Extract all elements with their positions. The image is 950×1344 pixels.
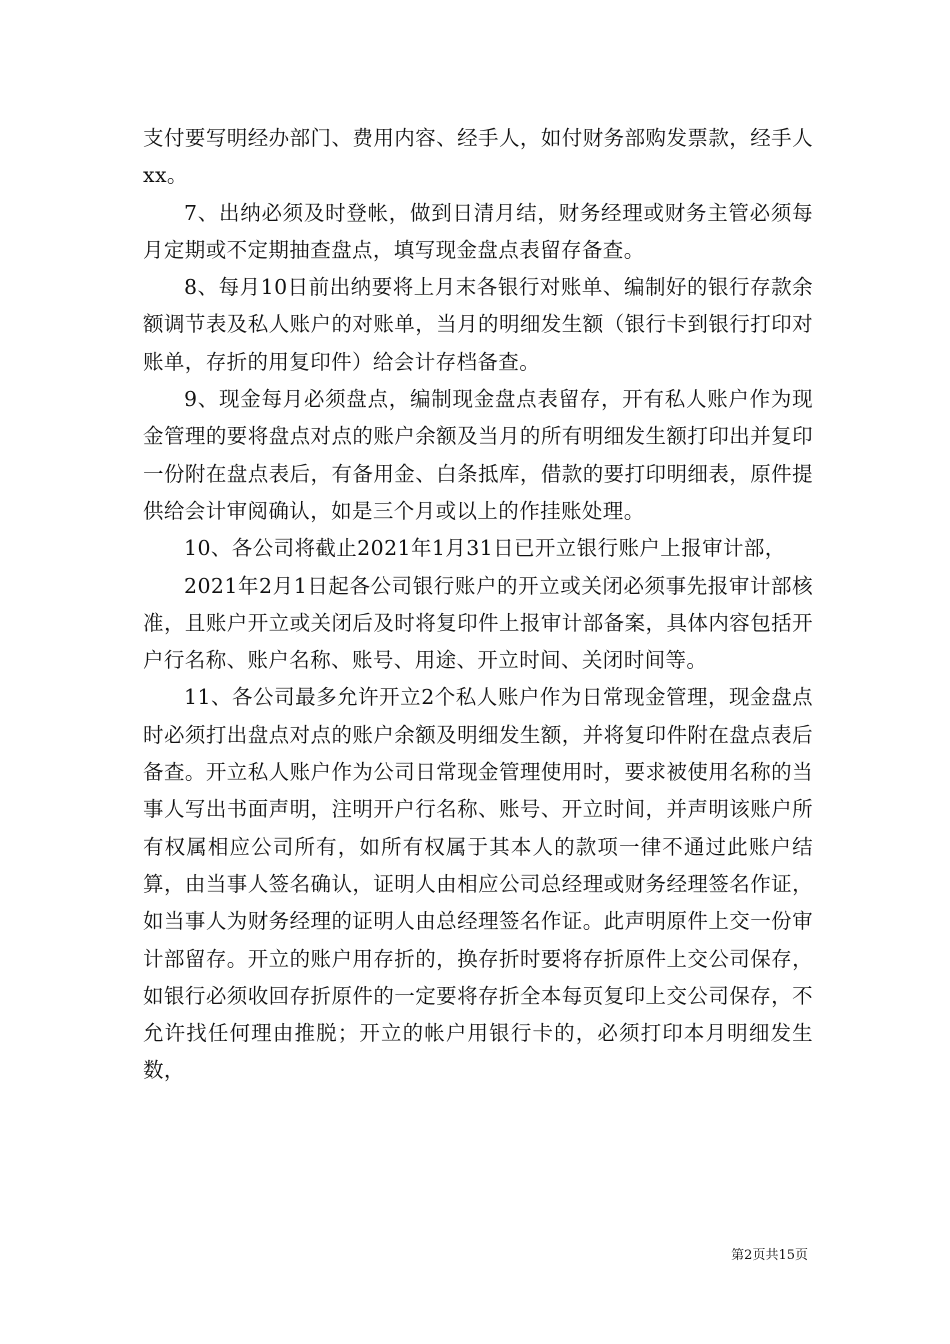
document-body <box>143 120 813 1090</box>
paragraph-item-11: 11、各公司最多允许开立2个私人账户作为日常现金管理，现金盘点时必须打出盘点对点的账户余额及明细发生额，并将复印件附在盘点表后备查。开立私人账户作为公司日常现金管理使用时，要求被使用名称的当事人写出书面声明，注明开户行名称、账号、开立时间，并声明该账户所有权属相应公司所有，如所有权属于其本人的款项一律不通过此账户结算，由当事人签名确认，证明人由相应公司总经理或财务经理签名作证，如当事人为财务经理的证明人由总经理签名作证。此声明原件上交一份审计部留存。开立的账户用存折的，换存折时要将存折原件上交公司保存，如银行必须收回存折原件的一定要将存折全本每页复印上交公司保存，不允许找任何理由推脱；开立的帐户用银行卡的，必须打印本月明细发生数， <box>143 685 813 1083</box>
paragraph-item-8: 8、每月10日前出纳要将上月末各银行对账单、编制好的银行存款余额调节表及私人账户的对账单，当月的明细发生额（银行卡到银行打印对账单，存折的用复印件）给会计存档备查。 <box>143 275 813 374</box>
paragraph-item-10-continued: 2021年2月1日起各公司银行账户的开立或关闭必须事先报审计部核准，且账户开立或关闭后及时将复印件上报审计部备案，具体内容包括开户行名称、账户名称、账号、用途、开立时间、关闭时间等。 <box>143 573 813 673</box>
paragraph-item-7: 7、出纳必须及时登帐，做到日清月结，财务经理或财务主管必须每月定期或不定期抽查盘点，填写现金盘点表留存备查。 <box>143 200 813 262</box>
paragraph-item-9: 9、现金每月必须盘点，编制现金盘点表留存，开有私人账户作为现金管理的要将盘点对点的账户余额及当月的所有明细发生额打印出并复印一份附在盘点表后，有备用金、白条抵库，借款的要打印明细表，原件提供给会计审阅确认，如是三个月或以上的作挂账处理。 <box>143 387 813 523</box>
paragraph-continuation: 支付要写明经办部门、费用内容、经手人，如付财务部购发票款，经手人xx。 <box>143 126 813 188</box>
paragraph-item-10: 10、各公司将截止2021年1月31日已开立银行账户上报审计部， <box>184 536 786 561</box>
page-number-footer: 第2页共15页 <box>731 1248 808 1263</box>
